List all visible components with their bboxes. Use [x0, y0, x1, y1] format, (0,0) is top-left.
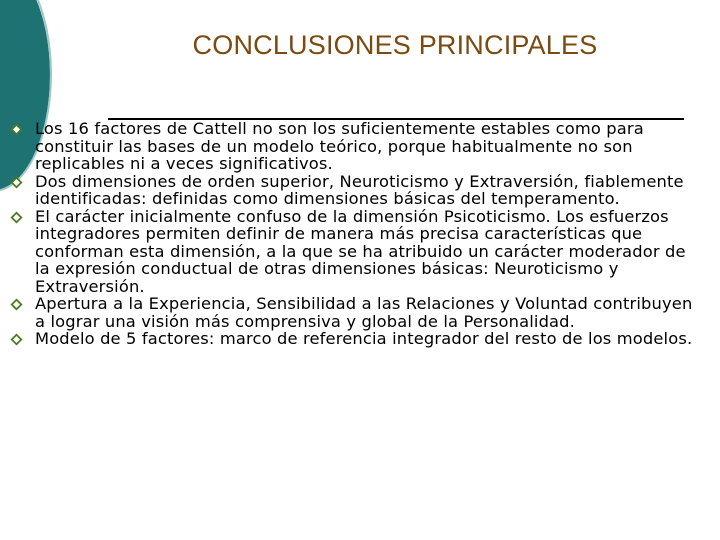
- bullet-item: [10, 330, 705, 348]
- diamond-bullet-icon: [10, 333, 23, 346]
- bullet-text: Los 16 factores de Cattell no son los suficientemente estables como para constituir las bases de un modelo teórico, porque habitualmente no son replicables ni a veces significativos.: [35, 119, 644, 173]
- bullet-list: [10, 120, 705, 348]
- bullet-item: [10, 295, 705, 330]
- bullet-text: El carácter inicialmente confuso de la dimensión Psicoticismo. Los esfuerzos integradores permiten definir de manera más precisa características que conforman esta dimensión, a la que se ha atribuido un carácter moderador de la expresión conductual de otras dimensiones básicas: Neuroticismo y Extraversión.: [35, 206, 686, 296]
- diamond-bullet-icon: [10, 298, 23, 311]
- slide-title: CONCLUSIONES PRINCIPALES: [192, 30, 598, 60]
- bullet-item: [10, 173, 705, 208]
- diamond-bullet-icon: [10, 211, 23, 224]
- bullet-text: Modelo de 5 factores: marco de referencia integrador del resto de los modelos.: [35, 329, 693, 348]
- bullet-item: [10, 120, 705, 173]
- bullet-item: [10, 208, 705, 296]
- diamond-bullet-icon: [10, 176, 23, 189]
- diamond-bullet-icon: [10, 123, 23, 136]
- bullet-text: Dos dimensiones de orden superior, Neuroticismo y Extraversión, fiablemente identificadas: definidas como dimensiones básicas del temperamento.: [35, 171, 684, 208]
- bullet-text: Apertura a la Experiencia, Sensibilidad a las Relaciones y Voluntad contribuyen a lograr una visión más comprensiva y global de la Personalidad.: [35, 294, 693, 331]
